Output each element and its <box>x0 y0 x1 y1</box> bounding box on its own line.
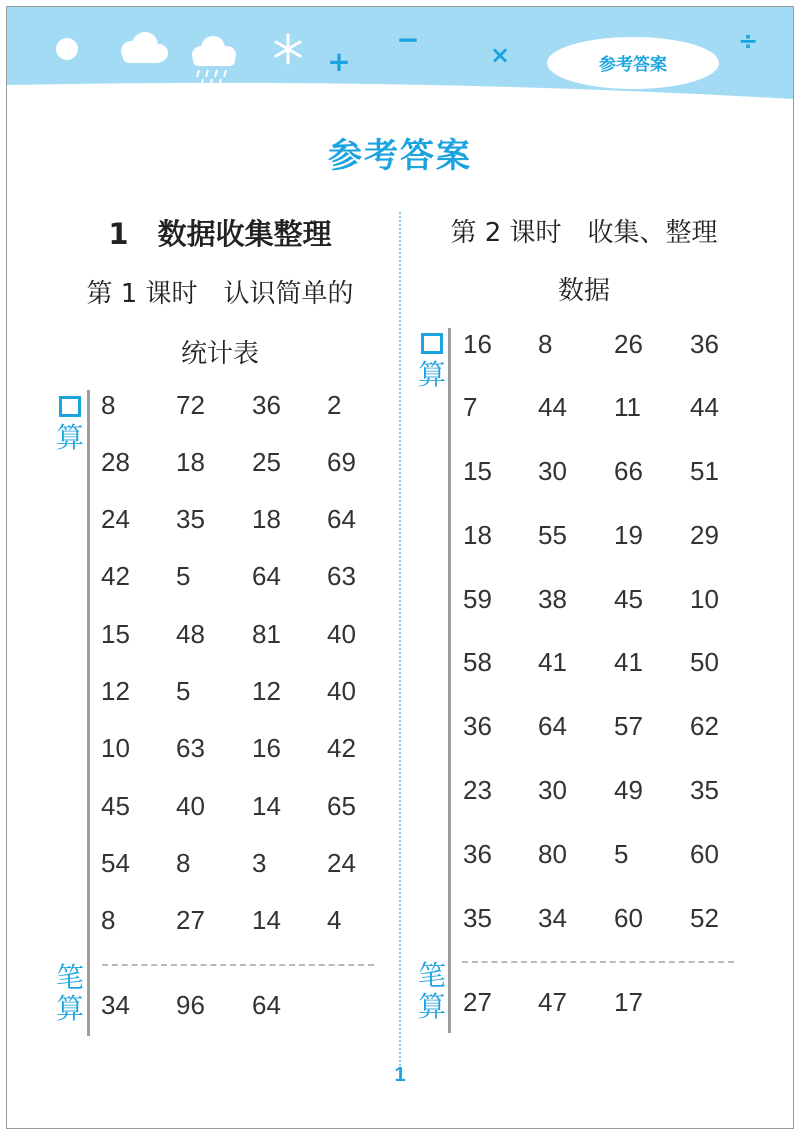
left-oral-answer: 27 <box>176 905 205 935</box>
left-oral-label <box>50 394 90 453</box>
header-banner <box>7 7 793 115</box>
left-oral-answer: 8 <box>101 390 116 420</box>
left-oral-answer: 24 <box>101 504 130 534</box>
right-written-answer: 47 <box>538 987 567 1017</box>
right-oral-answer: 36 <box>463 839 492 869</box>
left-section-separator <box>102 964 374 966</box>
page-number: 1 <box>394 1064 406 1086</box>
oral-box-icon <box>421 333 443 354</box>
times-sign: × <box>489 41 511 69</box>
divide-sign: ÷ <box>737 27 759 55</box>
right-oral-answer: 8 <box>538 329 553 359</box>
right-oral-answer: 16 <box>463 329 492 359</box>
right-oral-answer: 66 <box>614 456 643 486</box>
left-written-answer: 64 <box>252 990 281 1020</box>
left-oral-answer: 4 <box>327 905 342 935</box>
left-oral-answer: 8 <box>101 905 116 935</box>
left-lesson-title-line2: 统计表 <box>180 339 259 369</box>
left-written-answer: 34 <box>101 990 130 1020</box>
right-oral-answer: 49 <box>614 775 643 805</box>
left-oral-answer: 36 <box>252 390 281 420</box>
right-oral-answer: 55 <box>538 520 567 550</box>
left-oral-answer: 54 <box>101 848 130 878</box>
right-oral-answer: 34 <box>538 903 567 933</box>
right-oral-answer: 58 <box>463 647 492 677</box>
right-oral-answer: 5 <box>614 839 629 869</box>
right-oral-answer: 64 <box>538 711 567 741</box>
right-oral-answer: 59 <box>463 584 492 614</box>
sun-icon <box>56 38 78 60</box>
right-oral-answer: 41 <box>538 647 567 677</box>
right-oral-answer: 51 <box>690 456 719 486</box>
left-oral-answer: 81 <box>252 619 281 649</box>
left-oral-answer: 64 <box>327 504 356 534</box>
right-oral-answer: 44 <box>538 392 567 422</box>
right-oral-answer: 80 <box>538 839 567 869</box>
left-oral-answer: 16 <box>252 733 281 763</box>
right-oral-answer: 26 <box>614 329 643 359</box>
left-oral-label-char: 算 <box>55 421 84 454</box>
left-oral-answer: 35 <box>176 504 205 534</box>
right-written-label <box>412 960 452 1022</box>
left-oral-answer: 42 <box>327 733 356 763</box>
right-written-label-char2: 算 <box>417 990 446 1023</box>
right-oral-answer: 45 <box>614 584 643 614</box>
left-oral-answer: 14 <box>252 905 281 935</box>
right-section-separator <box>462 961 734 963</box>
left-oral-answer: 5 <box>176 676 191 706</box>
right-oral-answer: 7 <box>463 392 478 422</box>
unit-title: 1 数据收集整理 <box>108 217 332 251</box>
left-oral-answer: 65 <box>327 791 356 821</box>
left-oral-answer: 2 <box>327 390 342 420</box>
left-lesson-title-line1: 第 1 课时 认识简单的 <box>86 279 354 309</box>
right-oral-answer: 30 <box>538 775 567 805</box>
left-oral-answer: 18 <box>252 504 281 534</box>
right-oral-answer: 52 <box>690 903 719 933</box>
right-oral-answer: 10 <box>690 584 719 614</box>
right-oral-answer: 11 <box>614 392 641 422</box>
left-written-label-char1: 笔 <box>55 961 84 994</box>
left-written-label-char2: 算 <box>55 992 84 1025</box>
left-oral-answer: 63 <box>327 561 356 591</box>
right-oral-answer: 30 <box>538 456 567 486</box>
left-oral-answer: 42 <box>101 561 130 591</box>
right-written-answer: 27 <box>463 987 492 1017</box>
left-oral-answer: 40 <box>327 619 356 649</box>
right-oral-answer: 41 <box>614 647 643 677</box>
right-oral-answer: 35 <box>690 775 719 805</box>
right-written-label-char1: 笔 <box>417 959 446 992</box>
left-written-answer: 96 <box>176 990 205 1020</box>
right-oral-answer: 44 <box>690 392 719 422</box>
left-oral-answer: 25 <box>252 447 281 477</box>
right-lesson-title-line1: 第 2 课时 收集、整理 <box>450 218 718 248</box>
right-oral-answer: 60 <box>614 903 643 933</box>
right-oral-label <box>412 331 452 390</box>
left-oral-answer: 15 <box>101 619 130 649</box>
left-oral-answer: 8 <box>176 848 191 878</box>
right-oral-answer: 18 <box>463 520 492 550</box>
left-oral-answer: 64 <box>252 561 281 591</box>
left-oral-answer: 63 <box>176 733 205 763</box>
right-oral-answer: 38 <box>538 584 567 614</box>
right-answer-bar <box>448 328 451 1033</box>
minus-sign: − <box>396 23 420 56</box>
oral-box-icon <box>59 396 81 417</box>
left-oral-answer: 12 <box>252 676 281 706</box>
left-oral-answer: 40 <box>327 676 356 706</box>
answer-badge-label: 参考答案 <box>599 55 667 75</box>
left-oral-answer: 48 <box>176 619 205 649</box>
left-oral-answer: 40 <box>176 791 205 821</box>
left-oral-answer: 28 <box>101 447 130 477</box>
right-oral-answer: 57 <box>614 711 643 741</box>
left-oral-answer: 14 <box>252 791 281 821</box>
right-oral-answer: 60 <box>690 839 719 869</box>
left-oral-answer: 72 <box>176 390 205 420</box>
right-oral-answer: 29 <box>690 520 719 550</box>
right-oral-answer: 23 <box>463 775 492 805</box>
left-oral-answer: 69 <box>327 447 356 477</box>
left-oral-answer: 24 <box>327 848 356 878</box>
right-oral-answer: 35 <box>463 903 492 933</box>
right-oral-answer: 50 <box>690 647 719 677</box>
right-oral-answer: 62 <box>690 711 719 741</box>
left-oral-answer: 12 <box>101 676 130 706</box>
right-oral-answer: 36 <box>463 711 492 741</box>
right-lesson-title-line2: 数据 <box>557 276 610 306</box>
right-oral-label-char: 算 <box>417 358 446 391</box>
left-oral-answer: 18 <box>176 447 205 477</box>
left-answer-bar <box>87 390 90 1036</box>
left-oral-answer: 3 <box>252 848 267 878</box>
left-written-label <box>50 962 90 1024</box>
left-oral-answer: 45 <box>101 791 130 821</box>
right-written-answer: 17 <box>614 987 643 1017</box>
right-oral-answer: 15 <box>463 456 492 486</box>
page-title: 参考答案 <box>328 136 472 176</box>
left-oral-answer: 10 <box>101 733 130 763</box>
right-oral-answer: 36 <box>690 329 719 359</box>
right-oral-answer: 19 <box>614 520 643 550</box>
plus-sign: + <box>327 45 351 78</box>
left-oral-answer: 5 <box>176 561 191 591</box>
